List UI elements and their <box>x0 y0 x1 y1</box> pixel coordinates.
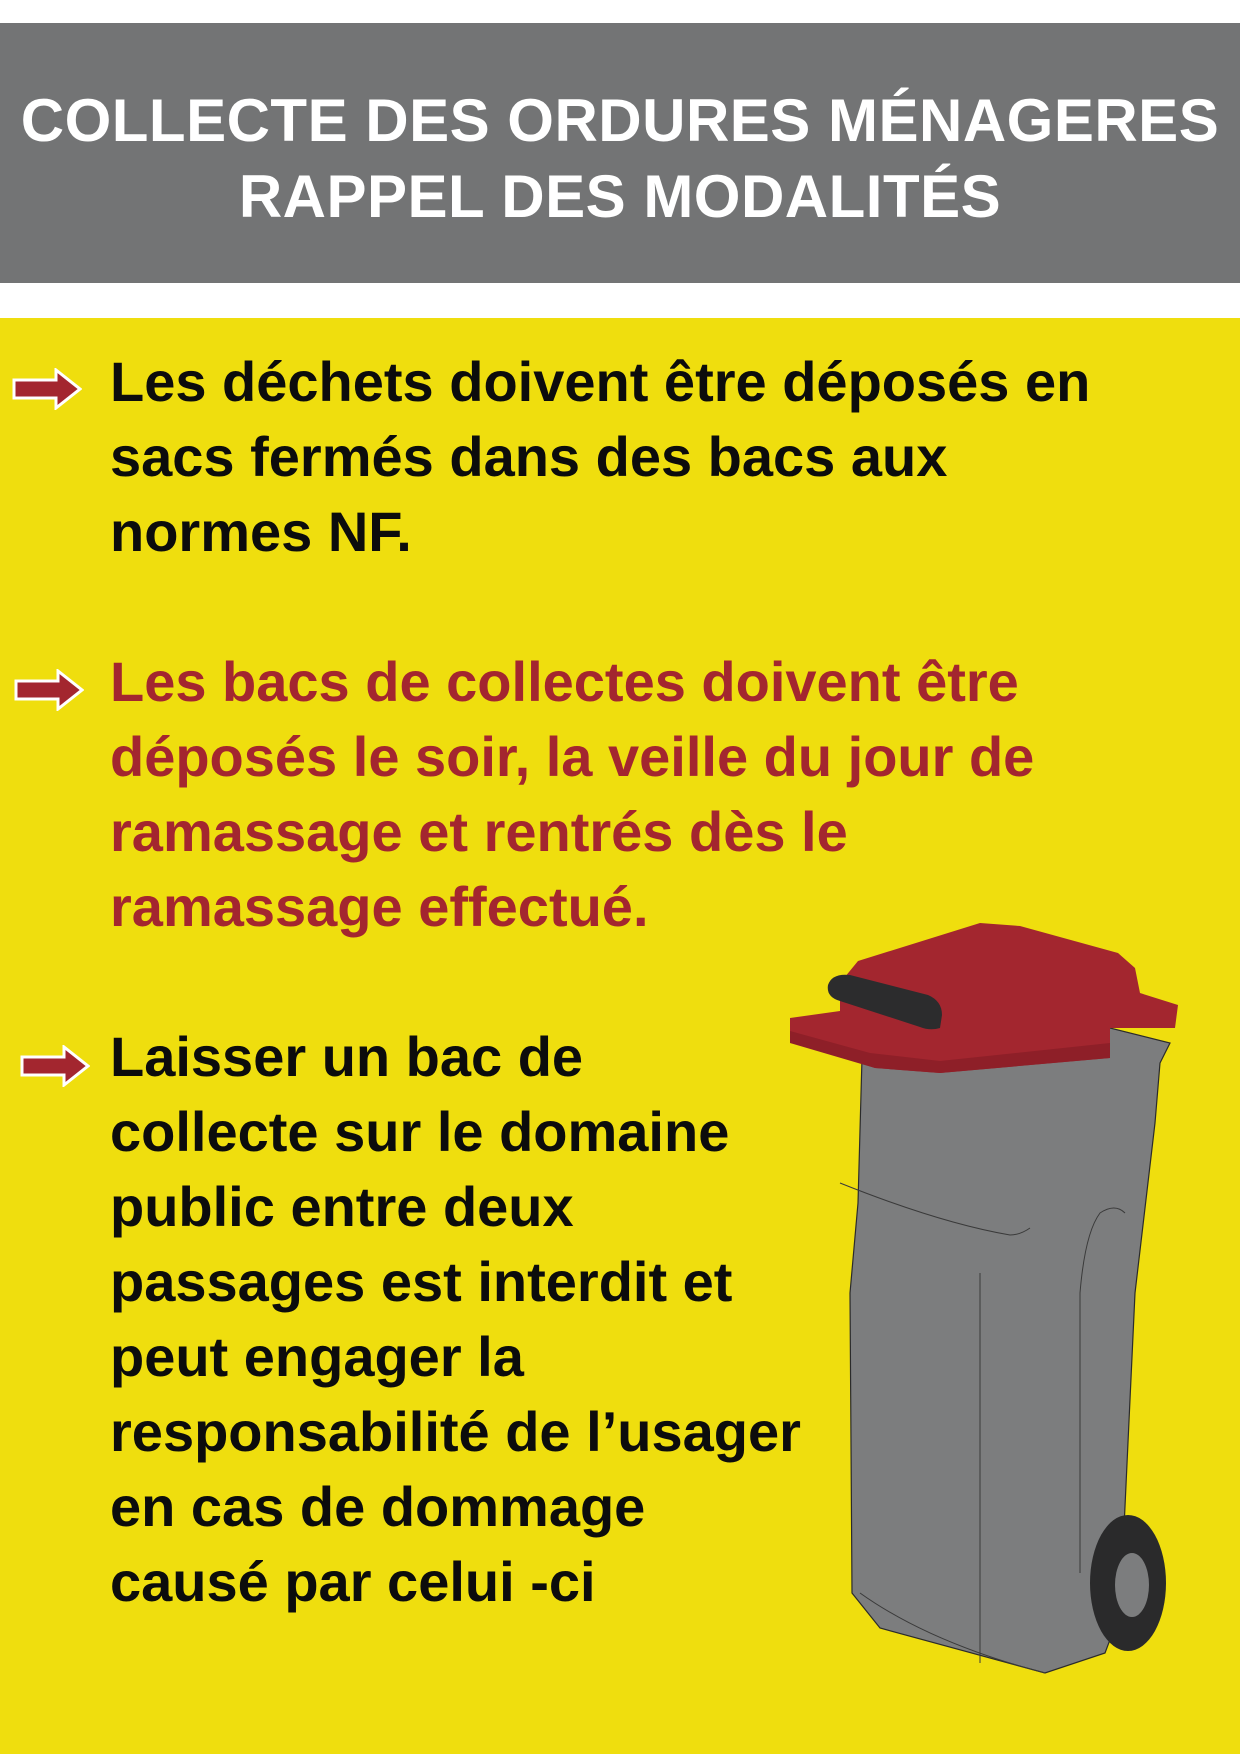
rule-3-line-7: en cas de dommage <box>110 1475 646 1538</box>
content-panel <box>0 318 1240 1754</box>
rule-text-1 <box>110 344 1090 569</box>
wheelie-bin-icon <box>780 893 1240 1693</box>
arrow-right-icon <box>14 669 84 711</box>
header-banner <box>0 23 1240 283</box>
rule-3-line-2: collecte sur le domaine <box>110 1100 730 1163</box>
rule-text-3 <box>110 1019 801 1619</box>
rule-3-line-1: Laisser un bac de <box>110 1025 584 1088</box>
arrow-right-icon <box>12 368 82 410</box>
rule-3-line-5: peut engager la <box>110 1325 524 1388</box>
rule-1-line-1: Les déchets doivent être déposés en <box>110 350 1091 413</box>
page-title-line-2: RAPPEL DES MODALITÉS <box>238 163 1002 230</box>
rule-3-line-8: causé par celui -ci <box>110 1550 596 1613</box>
rule-3-line-6: responsabilité de l’usager <box>110 1400 801 1463</box>
rule-2-line-3: ramassage et rentrés dès le <box>110 800 848 863</box>
page-title-line-1: COLLECTE DES ORDURES MÉNAGERES <box>20 87 1220 154</box>
rule-2-line-2: déposés le soir, la veille du jour de <box>110 725 1035 788</box>
rule-3-line-4: passages est interdit et <box>110 1250 733 1313</box>
rule-2-line-4: ramassage effectué. <box>110 875 649 938</box>
rule-2-line-1: Les bacs de collectes doivent être <box>110 650 1019 713</box>
arrow-right-icon <box>20 1045 90 1087</box>
rule-1-line-3: normes NF. <box>110 500 412 563</box>
rule-1-line-2: sacs fermés dans des bacs aux <box>110 425 948 488</box>
rule-3-line-3: public entre deux <box>110 1175 574 1238</box>
